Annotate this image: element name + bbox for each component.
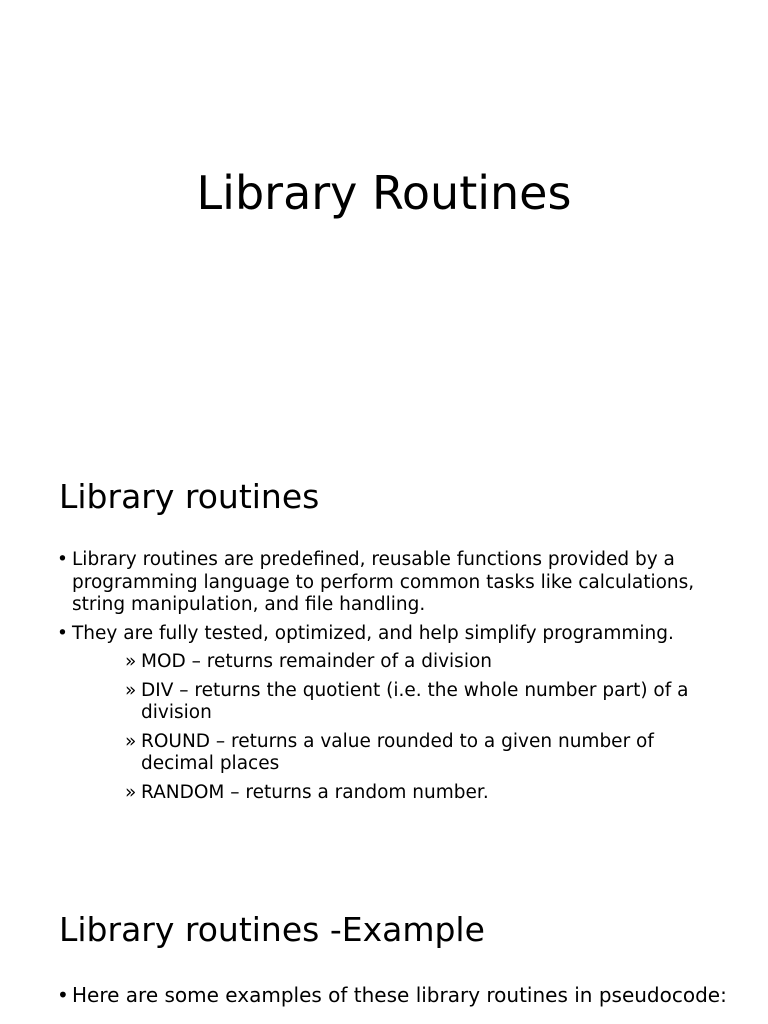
sub-list-item-random bbox=[125, 782, 727, 805]
section-heading-library-routines: Library routines bbox=[59, 477, 320, 516]
sub-bullet-marker: » bbox=[125, 679, 137, 701]
list-item bbox=[57, 549, 727, 617]
list-item bbox=[57, 983, 727, 1007]
bullet-marker: • bbox=[57, 622, 68, 644]
sub-bullet-marker: » bbox=[125, 781, 137, 803]
page-title: Library Routines bbox=[196, 166, 572, 220]
bullet-text: Library routines are predefined, reusable functions provided by a programming language to perform common tasks like calculations, string manipulation, and file handling. bbox=[72, 549, 695, 615]
section-heading-library-routines-example: Library routines -Example bbox=[59, 910, 485, 949]
bullet-marker: • bbox=[57, 983, 69, 1007]
sub-bullet-text: RANDOM – returns a random number. bbox=[141, 781, 489, 803]
bullet-marker: • bbox=[57, 549, 68, 570]
bullet-text: They are fully tested, optimized, and help simplify programming. bbox=[72, 622, 674, 644]
routine-examples-sub-list bbox=[72, 651, 727, 804]
list-item bbox=[57, 623, 727, 805]
sub-bullet-text: MOD – returns remainder of a division bbox=[141, 651, 493, 672]
sub-bullet-text: DIV – returns the quotient (i.e. the whole number part) of a division bbox=[141, 679, 689, 723]
sub-bullet-marker: » bbox=[125, 651, 137, 672]
example-bullet-list bbox=[57, 983, 727, 1013]
sub-list-item-mod bbox=[125, 651, 727, 674]
bullet-text: Here are some examples of these library routines in pseudocode: bbox=[72, 983, 727, 1007]
sub-bullet-marker: » bbox=[125, 730, 137, 752]
sub-list-item-round bbox=[125, 731, 727, 776]
library-routines-bullet-list bbox=[57, 549, 727, 810]
sub-bullet-text: ROUND – returns a value rounded to a given number of decimal places bbox=[141, 730, 654, 774]
sub-list-item-div bbox=[125, 680, 727, 725]
